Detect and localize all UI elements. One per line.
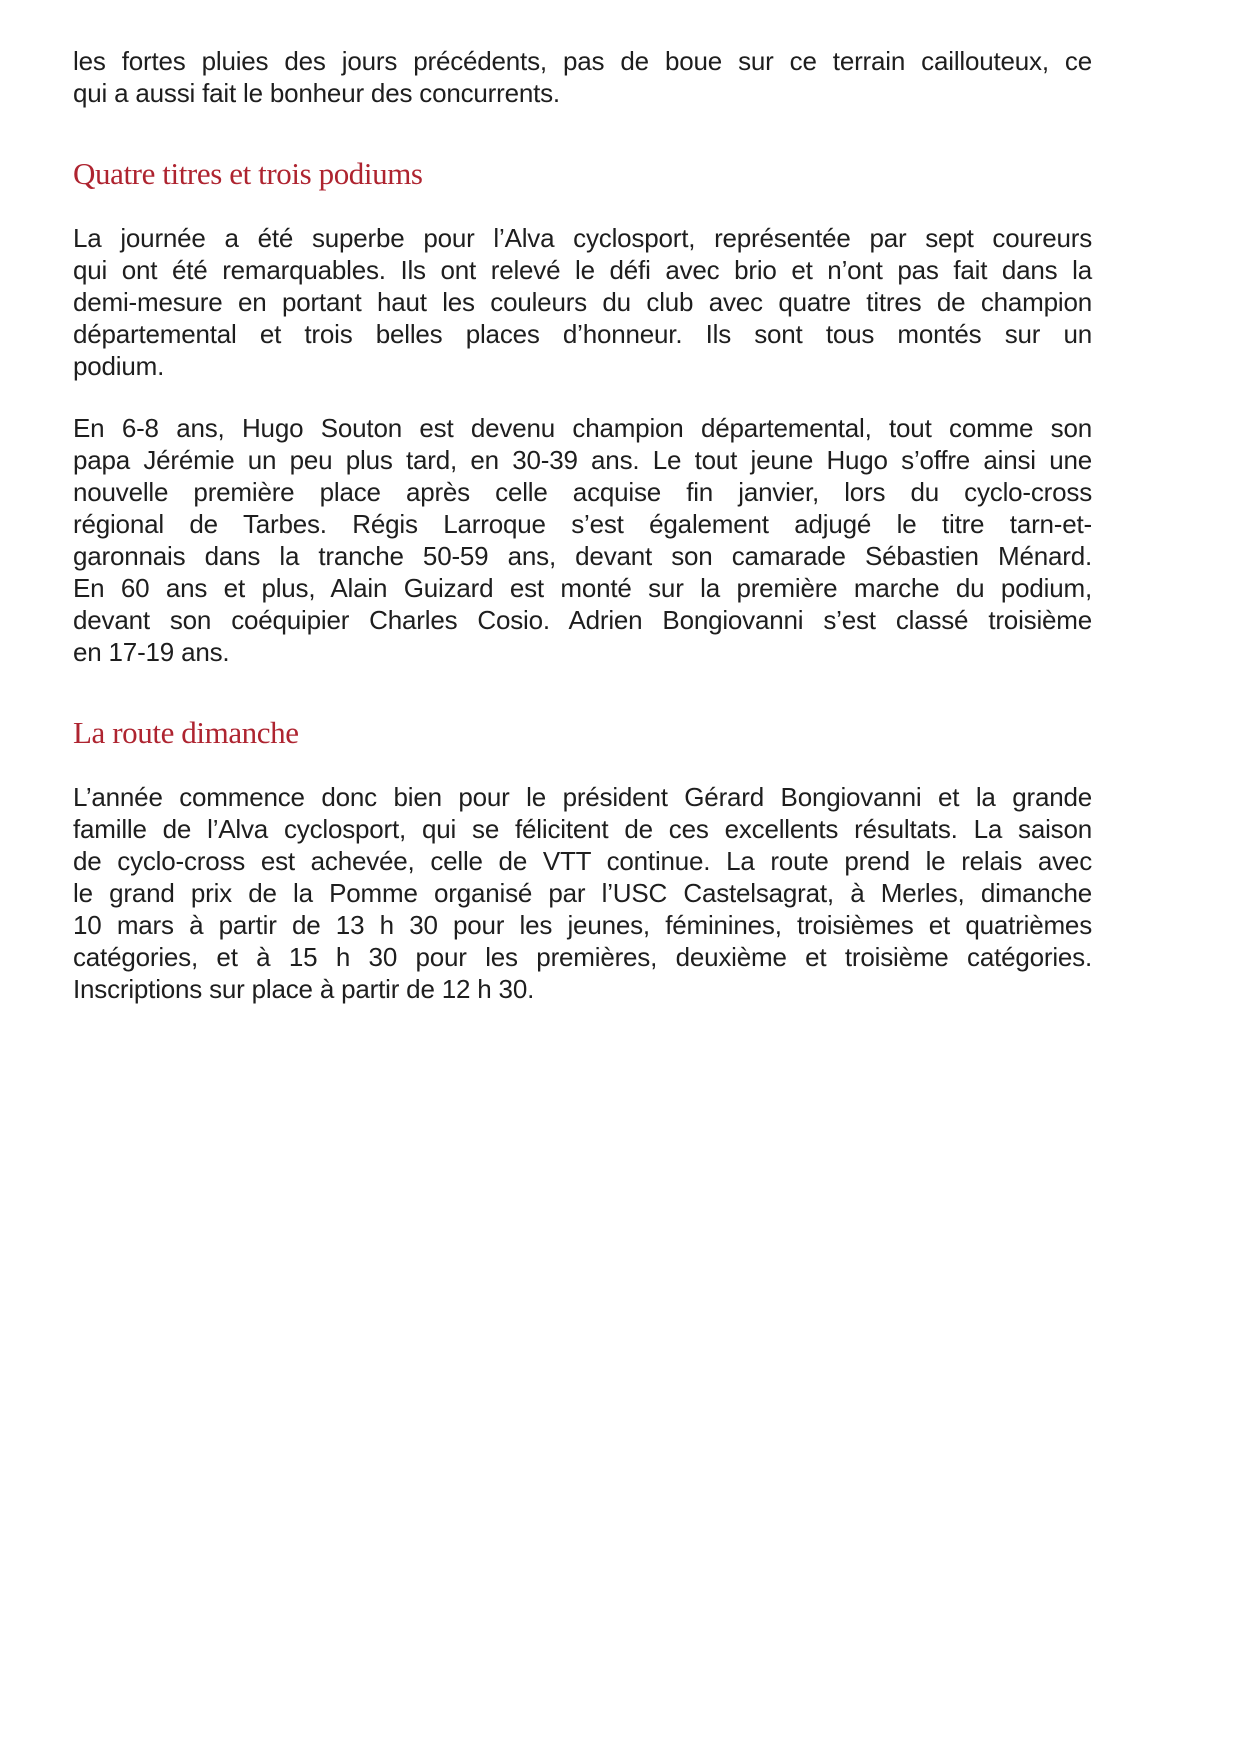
text-line: La journée a été superbe pour l’Alva cyclosport, représentée par sept coureurs: [73, 223, 1092, 253]
text-line: de cyclo-cross est achevée, celle de VTT continue. La route prend le relais avec: [73, 846, 1092, 876]
text-line: départemental et trois belles places d’honneur. Ils sont tous montés sur un: [73, 319, 1092, 349]
text-line: qui a aussi fait le bonheur des concurrents.: [73, 78, 560, 108]
text-line: podium.: [73, 351, 165, 381]
article-paragraph-3: [73, 412, 1092, 668]
text-line: nouvelle première place après celle acquise fin janvier, lors du cyclo-cross: [73, 477, 1092, 507]
text-line: garonnais dans la tranche 50-59 ans, devant son camarade Sébastien Ménard.: [73, 541, 1092, 571]
text-line: en 17-19 ans.: [73, 637, 230, 667]
text-line: papa Jérémie un peu plus tard, en 30-39 ans. Le tout jeune Hugo s’offre ainsi une: [73, 445, 1092, 475]
article-paragraph-1: [73, 45, 1092, 109]
section-heading-la-route: La route dimanche: [73, 715, 299, 750]
text-line: famille de l’Alva cyclosport, qui se félicitent de ces excellents résultats. La saison: [73, 814, 1092, 844]
text-line: les fortes pluies des jours précédents, pas de boue sur ce terrain caillouteux, ce: [73, 46, 1092, 76]
text-line: catégories, et à 15 h 30 pour les premières, deuxième et troisième catégories.: [73, 942, 1092, 972]
text-line: 10 mars à partir de 13 h 30 pour les jeunes, féminines, troisièmes et quatrièmes: [73, 910, 1092, 940]
text-line: qui ont été remarquables. Ils ont relevé le défi avec brio et n’ont pas fait dans la: [73, 255, 1092, 285]
text-line: devant son coéquipier Charles Cosio. Adrien Bongiovanni s’est classé troisième: [73, 605, 1092, 635]
text-line: le grand prix de la Pomme organisé par l’USC Castelsagrat, à Merles, dimanche: [73, 878, 1092, 908]
text-line: Inscriptions sur place à partir de 12 h 30.: [73, 974, 535, 1004]
section-heading-quatre-titres: Quatre titres et trois podiums: [73, 156, 423, 191]
text-line: En 6-8 ans, Hugo Souton est devenu champion départemental, tout comme son: [73, 413, 1092, 443]
article-paragraph-2: [73, 222, 1092, 382]
text-line: En 60 ans et plus, Alain Guizard est monté sur la première marche du podium,: [73, 573, 1092, 603]
text-line: régional de Tarbes. Régis Larroque s’est également adjugé le titre tarn-et-: [73, 509, 1092, 539]
article-paragraph-4: [73, 781, 1092, 1005]
text-line: demi-mesure en portant haut les couleurs du club avec quatre titres de champion: [73, 287, 1092, 317]
text-line: L’année commence donc bien pour le président Gérard Bongiovanni et la grande: [73, 782, 1092, 812]
